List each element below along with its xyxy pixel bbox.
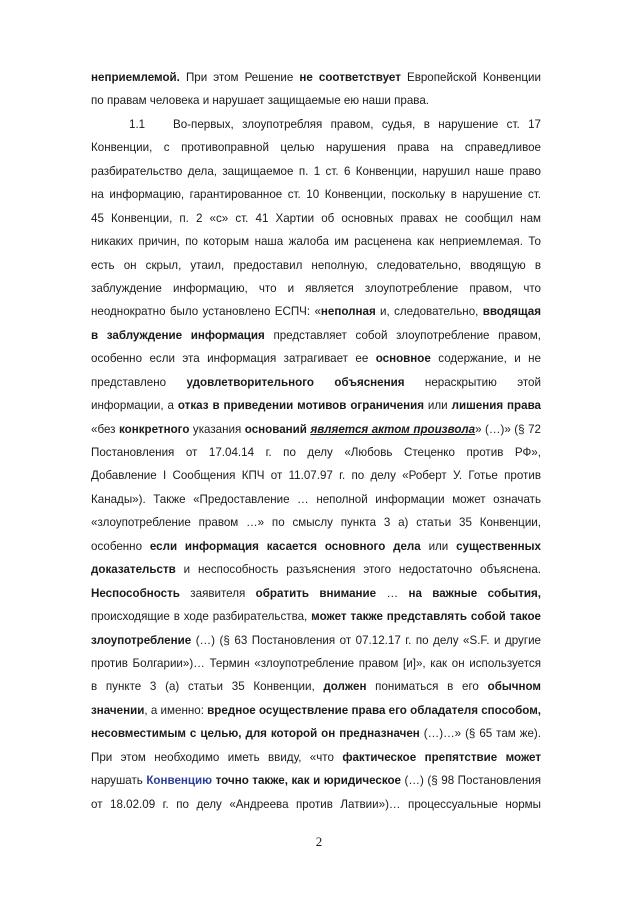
bold-phrase: фактическое препятствие может	[342, 750, 541, 764]
text-line	[91, 722, 541, 745]
text-line	[91, 300, 541, 323]
bold-phrase: не соответствует	[299, 71, 401, 84]
text-run: заявителя	[179, 586, 256, 600]
text-line	[91, 488, 541, 511]
text-line	[91, 418, 541, 441]
text-line	[91, 746, 541, 769]
text-run: При этом необходимо иметь ввиду, «что	[91, 750, 343, 764]
text-run: …	[376, 586, 409, 600]
text-run: в пункте 3 (а) статьи 35 Конвенции,	[91, 680, 324, 694]
bold-italic-underlined-phrase: является актом произвола	[310, 422, 476, 436]
text-line	[91, 207, 541, 230]
text-run: Европейской Конвенции	[400, 71, 541, 84]
text-run: или	[420, 539, 457, 553]
text-line	[91, 371, 541, 394]
text-run: 45 Конвенции, п. 2 «с» ст. 41 Хартии об основных правах не сообщил нам	[91, 211, 541, 225]
text-run: пониматься в его	[366, 680, 488, 694]
text-run: При этом Решение	[179, 71, 300, 84]
text-line	[91, 324, 541, 347]
text-line	[91, 394, 541, 417]
bold-phrase: может также представлять собой такое	[311, 610, 541, 624]
text-run: и, следовательно,	[375, 305, 483, 319]
text-line	[91, 793, 541, 816]
bold-phrase: неприемлемой.	[91, 71, 180, 84]
text-run: и неспособность разъяснения этого недостаточно объяснена.	[175, 563, 541, 577]
text-run: «злоупотребление правом …» по смыслу пункта 3 а) статьи 35 Конвенции,	[91, 516, 541, 530]
text-run: , а именно:	[144, 703, 208, 717]
text-line	[91, 511, 541, 534]
convention-link[interactable]: Конвенцию	[146, 774, 213, 788]
text-run: представляет собой злоупотребление правом,	[264, 328, 541, 342]
text-run: Конвенции, с противоправной целью нарушения права на справедливое	[91, 141, 541, 155]
text-run: от 18.02.09 г. по делу «Андреева против Латвии»)… процессуальные нормы	[91, 797, 541, 811]
text-run: или	[423, 399, 452, 413]
body-text	[91, 66, 541, 816]
text-line	[91, 113, 541, 136]
text-run: Добавление I Сообщения КПЧ от 11.07.97 г. по делу «Роберт У. Готье против	[91, 469, 541, 483]
bold-phrase: обычном	[487, 680, 541, 694]
section-number: 1.1	[129, 117, 146, 131]
text-run: (…) (§ 98 Постановления	[401, 774, 541, 788]
bold-phrase: должен	[323, 680, 367, 694]
text-line	[91, 230, 541, 253]
text-line	[91, 183, 541, 206]
text-line	[91, 535, 541, 558]
text-line	[91, 558, 541, 581]
text-run: особенно если эта информация затрагивает ее	[91, 352, 376, 366]
text-line	[91, 652, 541, 675]
text-run	[314, 376, 334, 389]
text-line	[91, 160, 541, 183]
text-line	[91, 441, 541, 464]
text-line	[91, 277, 541, 300]
text-run: есть он скрыл, утаил, предоставил неполную, следовательно, вводящую в	[91, 258, 541, 272]
text-run: разбирательство дела, защищаемое п. 1 ст. 6 Конвенции, нарушил наше право	[91, 164, 541, 178]
text-line	[91, 66, 541, 89]
bold-phrase: на важные события,	[408, 586, 541, 600]
bold-phrase: в заблуждение информация	[91, 328, 265, 342]
text-run: заблуждение информацию, что и является злоупотребление правом, что	[91, 281, 541, 295]
text-run: представлено	[91, 375, 187, 389]
bold-phrase: неполная	[320, 305, 376, 319]
bold-phrase: точно также, как и юридическое	[215, 774, 402, 788]
text-line	[91, 347, 541, 370]
bold-phrase: если информация касается основного дела	[149, 539, 421, 553]
text-run: (…)…» (§ 65 там же).	[419, 727, 541, 741]
text-run: Канады»). Также «Предоставление … неполной информации может означать	[91, 492, 541, 506]
bold-phrase: лишения права	[451, 399, 541, 413]
text-line	[91, 582, 541, 605]
text-run: на информацию, гарантированное ст. 10 Конвенции, поскольку в нарушение ст.	[91, 188, 541, 202]
bold-phrase: несовместимым с целью, для которой он предназначен	[91, 727, 420, 741]
bold-phrase: объяснения	[334, 375, 405, 389]
text-run: неоднократно было установлено ЕСПЧ: «	[91, 305, 321, 319]
bold-phrase: значении	[91, 703, 145, 717]
text-line	[91, 136, 541, 159]
text-run: информации, а	[91, 399, 178, 413]
text-line	[91, 254, 541, 277]
bold-phrase: существенных	[456, 539, 541, 553]
bold-phrase: доказательств	[91, 563, 176, 577]
bold-phrase: удовлетворительного	[186, 375, 314, 389]
text-run: указания	[189, 422, 245, 436]
text-line	[91, 605, 541, 628]
bold-phrase: обратить внимание	[255, 586, 377, 600]
text-run: «без	[91, 422, 119, 436]
bold-phrase: вводящая	[482, 305, 541, 319]
text-line	[91, 675, 541, 698]
text-run: нарушать	[91, 774, 147, 788]
text-run: Во-первых, злоупотребляя правом, судья, в нарушение ст. 17	[173, 117, 541, 131]
text-run: никаких причин, по которым наша жалоба им расценена как неприемлемая. То	[91, 235, 541, 249]
text-line	[91, 699, 541, 722]
text-run: содержание, и не	[430, 352, 541, 366]
text-run: особенно	[91, 539, 150, 553]
text-run: (…) (§ 63 Постановления от 07.12.17 г. по делу «S.F. и другие	[191, 633, 541, 647]
text-run: против Болгарии»)… Термин «злоупотребление правом [и]», как он используется	[91, 656, 541, 670]
text-run: происходящие в ходе разбирательства,	[91, 610, 312, 624]
bold-phrase: основное	[375, 352, 431, 366]
page-number: 2	[315, 834, 323, 849]
text-run: Постановления от 17.04.14 г. по делу «Любовь Стеценко против РФ»,	[91, 446, 541, 459]
bold-phrase: Неспособность	[91, 586, 180, 600]
text-line	[91, 629, 541, 652]
bold-phrase: вредное осуществление права его обладателя способом,	[207, 703, 541, 717]
text-line	[91, 769, 541, 792]
text-run: » (…)» (§ 72	[475, 422, 541, 436]
text-run: нераскрытию этой	[404, 375, 541, 389]
bold-phrase: конкретного	[118, 422, 190, 436]
text-line	[91, 464, 541, 487]
text-run: по правам человека и нарушает защищаемые ею наши права.	[91, 94, 429, 108]
bold-phrase: оснований	[244, 422, 307, 436]
bold-phrase: злоупотребление	[91, 633, 192, 647]
bold-phrase: отказ в приведении мотивов ограничения	[177, 399, 424, 413]
text-line	[91, 89, 541, 112]
